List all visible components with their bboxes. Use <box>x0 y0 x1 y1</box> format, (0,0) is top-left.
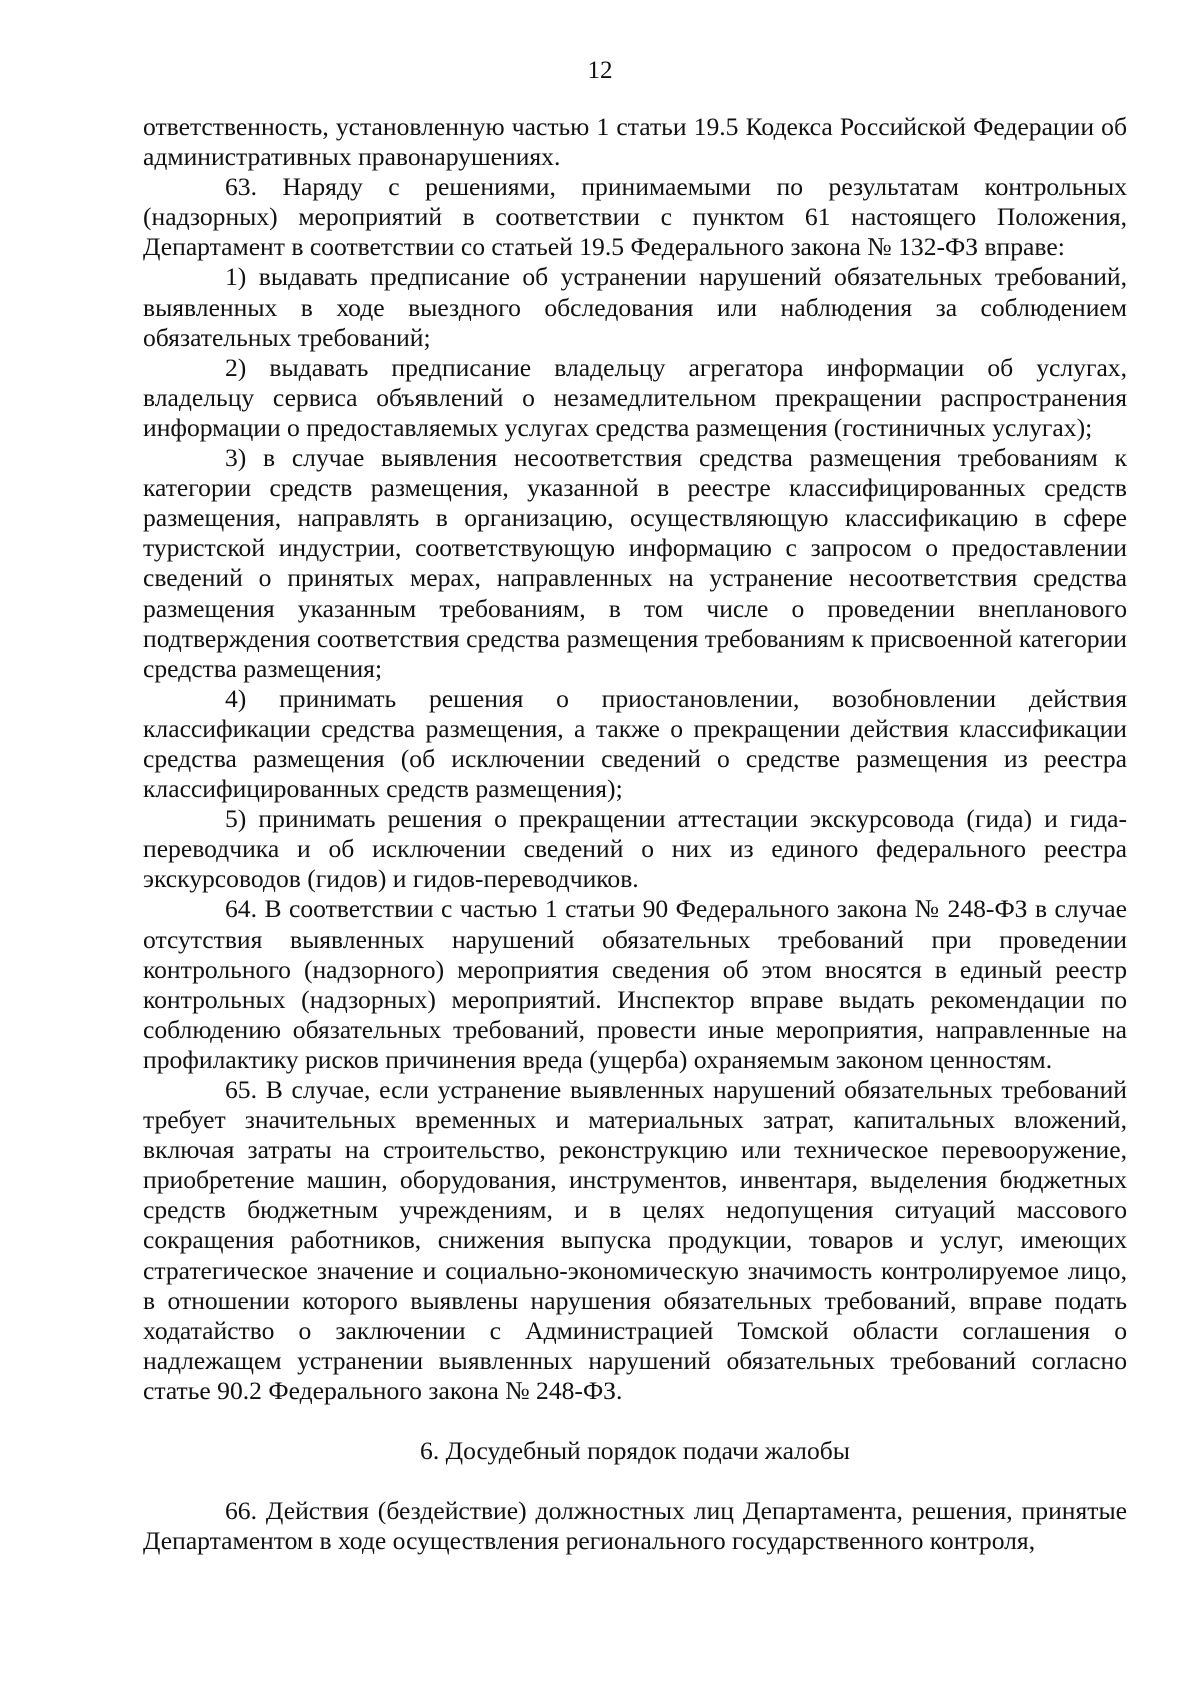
paragraph-63-item-5: 5) принимать решения о прекращении аттестации экскурсовода (гида) и гида-переводчика и об исключении сведений о них из единого федерального реестра экскурсоводов (гидов) и гидов-переводчиков. <box>143 804 1127 894</box>
paragraph-63-item-4: 4) принимать решения о приостановлении, возобновлении действия классификации средства размещения, а также о прекращении действия классификации средства размещения (об исключении сведений о средстве размещения из реестра классифицированных средств размещения); <box>143 683 1127 804</box>
paragraph-64: 64. В соответствии с частью 1 статьи 90 Федерального закона № 248-ФЗ в случае отсутствия выявленных нарушений обязательных требований при проведении контрольного (надзорного) мероприятия сведения об этом вносятся в единый реестр контрольных (надзорных) мероприятий. Инспектор вправе выдать рекомендации по соблюдению обязательных требований, провести иные мероприятия, направленные на профилактику рисков причинения вреда (ущерба) охраняемым законом ценностям. <box>143 894 1127 1074</box>
page-number: 12 <box>587 57 613 84</box>
paragraph-63-item-2: 2) выдавать предписание владельцу агрегатора информации об услугах, владельцу сервиса объявлений о незамедлительном прекращении распространения информации о предоставляемых услугах средства размещения (гостиничных услугах); <box>143 352 1127 442</box>
paragraph-63-item-3: 3) в случае выявления несоответствия средства размещения требованиям к категории средств размещения, указанной в реестре классифицированных средств размещения, направлять в организацию, осуществляющую классификацию в сфере туристской индустрии, соответствующую информацию с запросом о предоставлении сведений о принятых мерах, направленных на устранение несоответствия средства размещения указанным требованиям, в том числе о проведении внепланового подтверждения соответствия средства размещения требованиям к присвоенной категории средства размещения; <box>143 443 1127 683</box>
paragraph-66: 66. Действия (бездействие) должностных лиц Департамента, решения, принятые Департаментом в ходе осуществления регионального государственного контроля, <box>143 1496 1127 1556</box>
paragraph-63-item-1: 1) выдавать предписание об устранении нарушений обязательных требований, выявленных в ходе выездного обследования или наблюдения за соблюдением обязательных требований; <box>143 262 1127 352</box>
paragraph-continuation: ответственность, установленную частью 1 статьи 19.5 Кодекса Российской Федерации об административных правонарушениях. <box>143 112 1127 172</box>
paragraph-63: 63. Наряду с решениями, принимаемыми по результатам контрольных (надзорных) мероприятий в соответствии с пунктом 61 настоящего Положения, Департамент в соответствии со статьей 19.5 Федерального закона № 132-ФЗ вправе: <box>143 172 1127 262</box>
paragraph-65: 65. В случае, если устранение выявленных нарушений обязательных требований требует значительных временных и материальных затрат, капитальных вложений, включая затраты на строительство, реконструкцию или техническое перевооружение, приобретение машин, оборудования, инструментов, инвентаря, выделения бюджетных средств бюджетным учреждениям, и в целях недопущения ситуаций массового сокращения работников, снижения выпуска продукции, товаров и услуг, имеющих стратегическое значение и социально-экономическую значимость контролируемое лицо, в отношении которого выявлены нарушения обязательных требований, вправе подать ходатайство о заключении с Администрацией Томской области соглашения о надлежащем устранении выявленных нарушений обязательных требований согласно статье 90.2 Федерального закона № 248-ФЗ. <box>143 1075 1127 1405</box>
document-body <box>143 112 1127 1556</box>
section-heading: 6. Досудебный порядок подачи жалобы <box>420 1436 850 1466</box>
